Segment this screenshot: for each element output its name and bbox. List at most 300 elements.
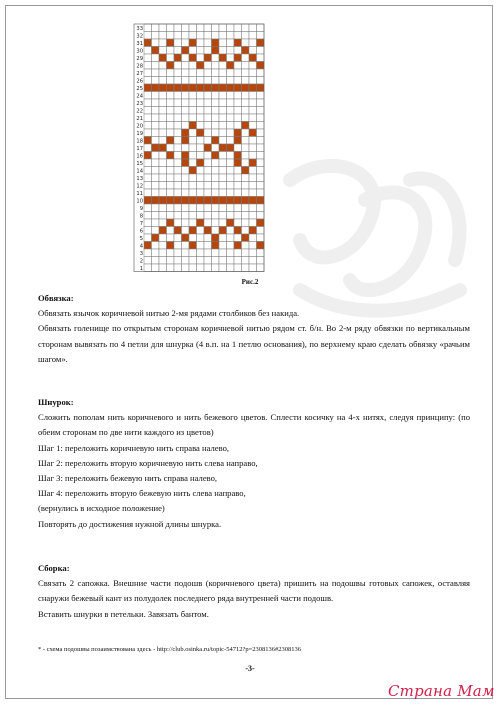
chart-cell xyxy=(144,249,152,257)
chart-cell xyxy=(212,257,220,265)
site-logo: Страна Мам xyxy=(388,682,495,700)
chart-cell xyxy=(189,114,197,122)
row-label: 5 xyxy=(139,235,143,242)
chart-cell-filled xyxy=(234,197,242,205)
chart-cell xyxy=(234,257,242,265)
chart-cell xyxy=(204,39,212,47)
chart-cell xyxy=(159,107,167,115)
chart-cell xyxy=(182,249,190,257)
chart-cell xyxy=(174,122,182,130)
chart-cell xyxy=(219,69,227,77)
chart-cell xyxy=(167,69,175,77)
chart-cell xyxy=(234,122,242,130)
chart-cell xyxy=(242,182,250,190)
chart-cell xyxy=(204,242,212,250)
chart-cell xyxy=(257,92,265,100)
chart-cell xyxy=(167,77,175,85)
knitting-chart xyxy=(133,23,369,273)
chart-cell xyxy=(257,212,265,220)
chart-cell xyxy=(212,32,220,40)
chart-cell-filled xyxy=(167,242,175,250)
chart-cell xyxy=(219,129,227,137)
chart-cell xyxy=(234,174,242,182)
chart-cell xyxy=(234,189,242,197)
chart-cell-filled xyxy=(249,84,257,92)
chart-cell xyxy=(234,182,242,190)
chart-cell xyxy=(189,69,197,77)
chart-cell xyxy=(227,114,235,122)
chart-cell-filled xyxy=(234,129,242,137)
chart-cell xyxy=(219,167,227,175)
chart-cell xyxy=(167,174,175,182)
chart-cell-filled xyxy=(189,167,197,175)
chart-cell xyxy=(242,227,250,235)
chart-cell xyxy=(152,77,160,85)
chart-cell xyxy=(234,77,242,85)
chart-cell xyxy=(249,77,257,85)
chart-cell xyxy=(144,69,152,77)
chart-cell xyxy=(204,99,212,107)
chart-cell xyxy=(159,234,167,242)
chart-cell xyxy=(219,92,227,100)
chart-cell xyxy=(152,114,160,122)
chart-cell xyxy=(219,174,227,182)
chart-cell xyxy=(189,212,197,220)
chart-cell xyxy=(144,54,152,62)
chart-cell-filled xyxy=(212,84,220,92)
chart-cell xyxy=(159,242,167,250)
chart-cell xyxy=(174,189,182,197)
chart-cell xyxy=(257,144,265,152)
chart-cell xyxy=(197,182,205,190)
chart-cell xyxy=(152,167,160,175)
chart-cell xyxy=(227,152,235,160)
chart-cell xyxy=(242,107,250,115)
row-label: 26 xyxy=(136,78,143,85)
chart-cell xyxy=(144,99,152,107)
chart-cell-filled xyxy=(227,197,235,205)
chart-cell xyxy=(197,212,205,220)
paragraph: Сложить пополам нить коричневого и нить бежевого цветов. Сплести косичку на 4-х нитях, следуя принципу: (по обеим сторонам по две нити каждого из цветов) xyxy=(38,412,470,438)
row-label: 21 xyxy=(136,115,143,122)
chart-cell xyxy=(249,204,257,212)
chart-cell xyxy=(189,249,197,257)
chart-cell xyxy=(242,204,250,212)
row-label: 33 xyxy=(136,25,143,32)
chart-cell xyxy=(249,69,257,77)
chart-cell xyxy=(212,69,220,77)
chart-cell-filled xyxy=(242,234,250,242)
row-label: 10 xyxy=(136,198,143,205)
chart-cell xyxy=(174,137,182,145)
chart-cell xyxy=(174,69,182,77)
chart-cell xyxy=(152,242,160,250)
chart-cell xyxy=(174,144,182,152)
chart-cell xyxy=(219,182,227,190)
chart-cell xyxy=(189,107,197,115)
chart-cell xyxy=(227,24,235,32)
row-label: 18 xyxy=(136,138,143,145)
chart-cell xyxy=(144,92,152,100)
chart-cell xyxy=(204,189,212,197)
chart-cell-filled xyxy=(249,159,257,167)
chart-cell xyxy=(219,62,227,70)
chart-cell xyxy=(204,92,212,100)
chart-cell xyxy=(197,92,205,100)
paragraph: Шаг 2: переложить вторую коричневую нить слева направо, xyxy=(38,457,258,468)
chart-cell xyxy=(242,257,250,265)
chart-cell xyxy=(257,152,265,160)
chart-cell xyxy=(227,69,235,77)
section-heading: Обвязка: xyxy=(38,293,74,303)
chart-cell xyxy=(204,174,212,182)
chart-cell xyxy=(257,204,265,212)
chart-cell xyxy=(174,39,182,47)
chart-cell xyxy=(212,144,220,152)
chart-cell xyxy=(212,99,220,107)
chart-cell xyxy=(182,189,190,197)
chart-cell xyxy=(204,122,212,130)
chart-cell-filled xyxy=(234,227,242,235)
chart-cell xyxy=(159,69,167,77)
chart-cell xyxy=(234,92,242,100)
row-label: 14 xyxy=(136,168,143,175)
chart-cell xyxy=(159,77,167,85)
chart-cell-filled xyxy=(189,227,197,235)
chart-cell xyxy=(212,167,220,175)
chart-cell xyxy=(227,47,235,55)
chart-cell-filled xyxy=(144,137,152,145)
chart-cell xyxy=(189,62,197,70)
chart-cell xyxy=(257,174,265,182)
chart-cell xyxy=(212,212,220,220)
chart-cell xyxy=(174,129,182,137)
chart-cell-filled xyxy=(152,47,160,55)
chart-cell xyxy=(249,137,257,145)
chart-cell-filled xyxy=(249,227,257,235)
chart-cell xyxy=(227,189,235,197)
chart-cell-filled xyxy=(234,242,242,250)
chart-cell xyxy=(234,167,242,175)
chart-cell xyxy=(249,249,257,257)
chart-cell-filled xyxy=(234,152,242,160)
chart-cell-filled xyxy=(257,242,265,250)
chart-cell xyxy=(174,47,182,55)
row-label: 4 xyxy=(139,243,143,250)
row-label: 13 xyxy=(136,175,143,182)
chart-cell xyxy=(197,152,205,160)
chart-cell xyxy=(242,77,250,85)
chart-cell xyxy=(257,137,265,145)
chart-cell xyxy=(167,107,175,115)
chart-cell-filled xyxy=(159,144,167,152)
chart-cell xyxy=(212,92,220,100)
chart-cell xyxy=(189,174,197,182)
chart-cell xyxy=(219,77,227,85)
chart-cell xyxy=(257,249,265,257)
chart-cell xyxy=(159,24,167,32)
chart-cell xyxy=(152,62,160,70)
chart-cell-filled xyxy=(189,122,197,130)
chart-cell-filled xyxy=(197,197,205,205)
chart-cell-filled xyxy=(152,197,160,205)
chart-cell-filled xyxy=(182,152,190,160)
chart-cell xyxy=(227,32,235,40)
chart-cell xyxy=(152,122,160,130)
chart-cell xyxy=(227,174,235,182)
chart-cell-filled xyxy=(212,47,220,55)
chart-cell xyxy=(182,257,190,265)
chart-cell-filled xyxy=(242,84,250,92)
chart-cell xyxy=(174,159,182,167)
chart-cell-filled xyxy=(152,144,160,152)
chart-cell-filled xyxy=(182,84,190,92)
paragraph: Связать 2 сапожка. Внешние части подошв (коричневого цвета) пришить на подошвы готовых сапожек, оставляя снаружи бежевый кант из полудолек последнего ряда внутренней части подошв. xyxy=(38,578,470,604)
chart-cell xyxy=(152,99,160,107)
row-label: 19 xyxy=(136,130,143,137)
chart-cell xyxy=(249,47,257,55)
chart-cell xyxy=(227,122,235,130)
chart-cell xyxy=(249,234,257,242)
chart-cell xyxy=(159,32,167,40)
row-label: 31 xyxy=(136,40,143,47)
chart-cell xyxy=(152,92,160,100)
chart-cell xyxy=(227,77,235,85)
chart-cell xyxy=(212,77,220,85)
chart-cell xyxy=(159,114,167,122)
chart-cell-filled xyxy=(182,234,190,242)
chart-cell-filled xyxy=(227,84,235,92)
chart-cell xyxy=(152,159,160,167)
chart-cell xyxy=(242,62,250,70)
chart-cell xyxy=(204,107,212,115)
chart-cell-filled xyxy=(167,84,175,92)
chart-cell xyxy=(212,107,220,115)
chart-cell xyxy=(152,69,160,77)
chart-cell xyxy=(242,159,250,167)
chart-cell xyxy=(227,159,235,167)
chart-cell xyxy=(257,122,265,130)
chart-cell-filled xyxy=(249,54,257,62)
chart-cell xyxy=(249,92,257,100)
chart-cell xyxy=(257,114,265,122)
chart-cell xyxy=(174,152,182,160)
chart-cell xyxy=(249,99,257,107)
chart-cell xyxy=(197,24,205,32)
chart-cell xyxy=(219,159,227,167)
chart-cell-filled xyxy=(189,242,197,250)
chart-cell xyxy=(174,99,182,107)
chart-cell-filled xyxy=(197,159,205,167)
chart-cell-filled xyxy=(242,167,250,175)
chart-cell xyxy=(152,24,160,32)
chart-cell xyxy=(152,174,160,182)
chart-cell xyxy=(249,189,257,197)
chart-cell xyxy=(197,227,205,235)
chart-cell xyxy=(242,69,250,77)
chart-cell xyxy=(159,122,167,130)
chart-cell xyxy=(189,137,197,145)
chart-cell xyxy=(197,234,205,242)
paragraph: Шаг 3: переложить бежевую нить справа налево, xyxy=(38,473,218,484)
chart-cell xyxy=(242,174,250,182)
row-label: 3 xyxy=(139,250,143,257)
paragraph: Обвязать голенище по открытым сторонам коричневой нитью рядом ст. б/н. Во 2-м ряду обвязки по вертикальным сторонам вывязать по 4 петли для шнурка (4 в.п. на 1 петлю основания), по верхнему краю сделать обвязку «рачьим шагом». xyxy=(38,323,470,364)
chart-cell xyxy=(197,204,205,212)
chart-cell xyxy=(242,264,250,272)
chart-cell-filled xyxy=(242,197,250,205)
chart-cell xyxy=(152,39,160,47)
chart-cell xyxy=(242,152,250,160)
chart-cell xyxy=(219,39,227,47)
chart-cell-filled xyxy=(257,62,265,70)
chart-cell xyxy=(249,122,257,130)
chart-cell xyxy=(167,32,175,40)
chart-cell xyxy=(219,257,227,265)
chart-cell xyxy=(212,204,220,212)
chart-cell xyxy=(197,257,205,265)
chart-cell xyxy=(257,77,265,85)
chart-cell xyxy=(249,242,257,250)
row-label: 16 xyxy=(136,153,143,160)
chart-cell xyxy=(197,189,205,197)
chart-cell-filled xyxy=(249,197,257,205)
chart-cell xyxy=(219,212,227,220)
chart-cell xyxy=(167,114,175,122)
row-label: 6 xyxy=(139,228,143,235)
chart-cell xyxy=(174,62,182,70)
chart-cell-filled xyxy=(144,152,152,160)
chart-cell xyxy=(189,47,197,55)
chart-cell xyxy=(189,159,197,167)
chart-cell-filled xyxy=(212,152,220,160)
chart-cell-filled xyxy=(234,54,242,62)
chart-cell xyxy=(242,212,250,220)
chart-cell-filled xyxy=(167,152,175,160)
chart-cell xyxy=(234,32,242,40)
chart-cell xyxy=(152,129,160,137)
chart-cell-filled xyxy=(189,54,197,62)
chart-cell xyxy=(144,204,152,212)
chart-cell xyxy=(234,234,242,242)
chart-cell xyxy=(174,182,182,190)
row-label: 27 xyxy=(136,70,143,77)
section-heading: Шнурок: xyxy=(38,397,74,407)
chart-cell xyxy=(152,219,160,227)
chart-cell xyxy=(167,24,175,32)
chart-cell xyxy=(249,107,257,115)
chart-cell-filled xyxy=(174,227,182,235)
chart-cell xyxy=(219,204,227,212)
row-label: 7 xyxy=(139,220,143,227)
chart-cell xyxy=(197,249,205,257)
chart-cell xyxy=(242,189,250,197)
chart-cell-filled xyxy=(204,54,212,62)
chart-cell xyxy=(189,189,197,197)
chart-cell xyxy=(182,174,190,182)
chart-cell xyxy=(189,77,197,85)
chart-cell xyxy=(152,249,160,257)
chart-cell xyxy=(197,77,205,85)
chart-cell-filled xyxy=(234,137,242,145)
chart-cell xyxy=(242,54,250,62)
chart-cell xyxy=(182,264,190,272)
chart-cell xyxy=(204,47,212,55)
chart-cell xyxy=(227,137,235,145)
chart-cell xyxy=(242,99,250,107)
chart-cell xyxy=(212,159,220,167)
chart-cell xyxy=(234,47,242,55)
chart-cell xyxy=(212,122,220,130)
row-label: 11 xyxy=(136,190,143,197)
chart-cell xyxy=(212,219,220,227)
chart-cell xyxy=(204,219,212,227)
row-label: 23 xyxy=(136,100,143,107)
section-binding xyxy=(38,291,470,367)
chart-cell xyxy=(182,62,190,70)
chart-cell xyxy=(219,152,227,160)
chart-cell xyxy=(234,69,242,77)
chart-cell xyxy=(174,174,182,182)
chart-cell xyxy=(227,234,235,242)
paragraph: Шаг 4: переложить вторую бежевую нить слева направо, xyxy=(38,488,246,499)
chart-cell xyxy=(144,62,152,70)
chart-cell-filled xyxy=(219,197,227,205)
chart-cell xyxy=(182,77,190,85)
chart-cell xyxy=(204,114,212,122)
chart-cell xyxy=(242,92,250,100)
chart-cell xyxy=(189,234,197,242)
chart-cell xyxy=(167,212,175,220)
chart-cell xyxy=(174,212,182,220)
chart-cell xyxy=(174,167,182,175)
chart-cell-filled xyxy=(197,62,205,70)
chart-cell xyxy=(204,234,212,242)
chart-cell xyxy=(227,39,235,47)
chart-cell xyxy=(257,264,265,272)
chart-cell xyxy=(182,107,190,115)
chart-cell xyxy=(257,129,265,137)
chart-cell xyxy=(167,54,175,62)
chart-cell xyxy=(152,204,160,212)
chart-cell xyxy=(249,264,257,272)
chart-cell xyxy=(219,47,227,55)
chart-cell xyxy=(144,24,152,32)
chart-cell xyxy=(182,167,190,175)
chart-cell xyxy=(159,167,167,175)
chart-cell xyxy=(182,227,190,235)
chart-cell xyxy=(257,257,265,265)
chart-cell xyxy=(174,107,182,115)
chart-cell xyxy=(159,152,167,160)
chart-cell xyxy=(197,137,205,145)
chart-cell-filled xyxy=(204,197,212,205)
chart-cell xyxy=(174,249,182,257)
chart-cell xyxy=(197,242,205,250)
chart-cell xyxy=(189,32,197,40)
chart-cell-filled xyxy=(167,137,175,145)
chart-cell xyxy=(159,129,167,137)
chart-cell-filled xyxy=(174,84,182,92)
chart-cell xyxy=(152,54,160,62)
chart-cell xyxy=(242,137,250,145)
chart-cell xyxy=(204,62,212,70)
chart-cell xyxy=(227,54,235,62)
chart-cell-filled xyxy=(174,197,182,205)
chart-cell-filled xyxy=(159,84,167,92)
row-label: 12 xyxy=(136,183,143,190)
chart-cell xyxy=(227,204,235,212)
